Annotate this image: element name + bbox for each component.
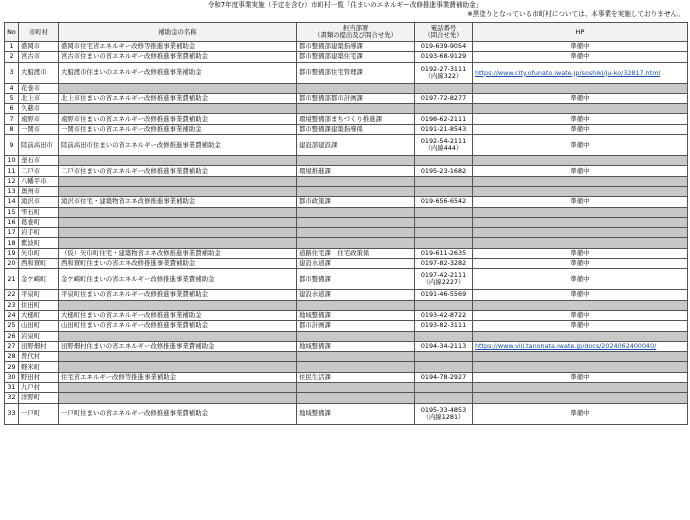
row-municipality: 住田町 xyxy=(19,300,59,310)
row-no: 15 xyxy=(5,207,19,217)
row-no: 6 xyxy=(5,104,19,114)
row-hp xyxy=(473,238,688,248)
table-row xyxy=(5,114,688,124)
row-phone xyxy=(415,352,473,362)
row-no: 29 xyxy=(5,362,19,372)
row-phone-number: 0193-82-3111 xyxy=(420,321,467,330)
row-phone-number: 0195-33-4853 xyxy=(420,405,467,414)
row-department: 道路住宅課 住宅政策係 xyxy=(297,248,415,258)
row-phone xyxy=(415,166,473,176)
row-municipality: 山田町 xyxy=(19,321,59,331)
row-phone xyxy=(415,238,473,248)
row-municipality: 大槌町 xyxy=(19,310,59,320)
row-subsidy-name: 大船渡市住まいのエネルギー改修推進事業補助金 xyxy=(59,62,297,83)
row-phone-number: 0197-42-2111 xyxy=(420,271,467,280)
row-no: 12 xyxy=(5,176,19,186)
row-municipality: 矢巾町 xyxy=(19,248,59,258)
row-no: 2 xyxy=(5,52,19,62)
row-department: 環境整備部まちづくり推進課 xyxy=(297,114,415,124)
row-subsidy-name xyxy=(59,176,297,186)
row-subsidy-name: 住宅省エネルギー改修等推進事業補助金 xyxy=(59,372,297,382)
row-phone xyxy=(415,331,473,341)
row-hp xyxy=(473,362,688,372)
row-phone xyxy=(415,310,473,320)
row-department: 建設部建設課 xyxy=(297,135,415,156)
row-subsidy-name xyxy=(59,238,297,248)
row-department xyxy=(297,217,415,227)
row-no: 19 xyxy=(5,248,19,258)
row-phone-extension: （内線444） xyxy=(424,144,463,153)
row-phone xyxy=(415,228,473,238)
row-subsidy-name xyxy=(59,83,297,93)
table-row xyxy=(5,393,688,403)
row-municipality: 遠野市 xyxy=(19,114,59,124)
row-hp: 準備中 xyxy=(473,248,688,258)
table-row xyxy=(5,300,688,310)
row-municipality: 洋野町 xyxy=(19,393,59,403)
row-no: 31 xyxy=(5,383,19,393)
table-row xyxy=(5,166,688,176)
row-no: 30 xyxy=(5,372,19,382)
table-row xyxy=(5,341,688,351)
row-phone-number: 019-639-9054 xyxy=(420,42,467,51)
row-hp: 準備中 xyxy=(473,42,688,52)
table-row xyxy=(5,352,688,362)
row-subsidy-name: 二戸市住まいの省エネルギー改修推進事業費補助金 xyxy=(59,166,297,176)
row-no: 21 xyxy=(5,269,19,290)
row-hp xyxy=(473,331,688,341)
row-municipality: 金ケ崎町 xyxy=(19,269,59,290)
row-phone-extension: （内線322） xyxy=(424,71,463,80)
row-subsidy-name: （仮）矢巾町住宅・建築物省エネ改修推進事業費補助金 xyxy=(59,248,297,258)
row-hp: 準備中 xyxy=(473,52,688,62)
row-department: 都市整備部住宅管理課 xyxy=(297,62,415,83)
row-municipality: 野田村 xyxy=(19,372,59,382)
table-row xyxy=(5,290,688,300)
row-department: 都市計画課 xyxy=(297,321,415,331)
row-municipality: 岩泉町 xyxy=(19,331,59,341)
row-subsidy-name xyxy=(59,300,297,310)
row-subsidy-name xyxy=(59,104,297,114)
row-hp: 準備中 xyxy=(473,114,688,124)
row-no: 1 xyxy=(5,42,19,52)
row-municipality: 岩手町 xyxy=(19,228,59,238)
row-department: 地域整備課 xyxy=(297,403,415,424)
row-no: 8 xyxy=(5,124,19,134)
row-hp xyxy=(473,186,688,196)
row-phone-number: 0193-42-8722 xyxy=(420,311,467,320)
header-phone-sub: （問合せ先） xyxy=(424,31,463,39)
row-municipality: 普代村 xyxy=(19,352,59,362)
row-municipality: 久慈市 xyxy=(19,104,59,114)
row-subsidy-name xyxy=(59,331,297,341)
row-phone xyxy=(415,93,473,103)
row-municipality: 二戸市 xyxy=(19,166,59,176)
row-phone xyxy=(415,403,473,424)
row-phone xyxy=(415,42,473,52)
row-no: 25 xyxy=(5,321,19,331)
row-phone-number: 0192-27-3111 xyxy=(420,64,467,73)
row-no: 5 xyxy=(5,93,19,103)
row-subsidy-name: 平泉町住まいの省エネルギー改修推進事業費補助金 xyxy=(59,290,297,300)
row-hp xyxy=(473,228,688,238)
row-no: 24 xyxy=(5,310,19,320)
row-municipality: 葛巻町 xyxy=(19,217,59,227)
table-row xyxy=(5,259,688,269)
row-phone-number: 0195-23-1682 xyxy=(420,166,467,175)
row-hp: 準備中 xyxy=(473,124,688,134)
row-department xyxy=(297,300,415,310)
row-hp-link[interactable]: https://www.city.ofunato.iwate.jp/soshiki/ju-ko/32817.html xyxy=(473,62,688,83)
header-department-sub: （書類の提出及び問合せ先） xyxy=(313,31,398,39)
row-department xyxy=(297,331,415,341)
row-no: 7 xyxy=(5,114,19,124)
row-subsidy-name xyxy=(59,393,297,403)
table-row xyxy=(5,403,688,424)
row-phone xyxy=(415,186,473,196)
row-department xyxy=(297,238,415,248)
row-phone-number: 019-611-2635 xyxy=(420,248,467,257)
row-hp xyxy=(473,83,688,93)
row-municipality: 一関市 xyxy=(19,124,59,134)
table-row xyxy=(5,269,688,290)
header-subsidy-name: 補助金の名称 xyxy=(59,23,297,42)
table-row xyxy=(5,372,688,382)
row-no: 11 xyxy=(5,166,19,176)
table-header-row xyxy=(5,23,688,42)
row-phone-number: 0197-72-8277 xyxy=(420,94,467,103)
row-department xyxy=(297,186,415,196)
row-no: 27 xyxy=(5,341,19,351)
row-phone xyxy=(415,372,473,382)
table-row xyxy=(5,331,688,341)
table-row xyxy=(5,52,688,62)
row-no: 23 xyxy=(5,300,19,310)
row-subsidy-name xyxy=(59,352,297,362)
table-row xyxy=(5,62,688,83)
row-department xyxy=(297,104,415,114)
row-subsidy-name: 田野畑村住まいの省エネルギー改修推進事業費補助金 xyxy=(59,341,297,351)
row-phone-number: 0194-78-2927 xyxy=(420,372,467,381)
row-phone xyxy=(415,393,473,403)
row-hp xyxy=(473,176,688,186)
row-phone-number: 0192-54-2111 xyxy=(420,137,467,146)
row-no: 16 xyxy=(5,217,19,227)
row-phone xyxy=(415,83,473,93)
row-phone xyxy=(415,383,473,393)
row-municipality: 宮古市 xyxy=(19,52,59,62)
row-subsidy-name xyxy=(59,207,297,217)
row-subsidy-name: 宮古市住まいの省エネルギー改修推進事業費補助金 xyxy=(59,52,297,62)
row-no: 14 xyxy=(5,197,19,207)
table-row xyxy=(5,104,688,114)
table-row xyxy=(5,93,688,103)
row-no: 20 xyxy=(5,259,19,269)
row-hp xyxy=(473,217,688,227)
row-subsidy-name: 金ケ崎町住まいの省エネルギー改修推進事業費補助金 xyxy=(59,269,297,290)
header-phone xyxy=(415,23,473,42)
row-department xyxy=(297,156,415,166)
table-row xyxy=(5,186,688,196)
row-subsidy-name: 西和賀町住まいの省エネ改修推進事業費補助金 xyxy=(59,259,297,269)
row-no: 18 xyxy=(5,238,19,248)
row-municipality: 滝沢市 xyxy=(19,197,59,207)
row-department: 都市整備部建築住宅課 xyxy=(297,52,415,62)
table-row xyxy=(5,207,688,217)
row-no: 9 xyxy=(5,135,19,156)
row-municipality: 平泉町 xyxy=(19,290,59,300)
row-phone-number: 0193-68-9129 xyxy=(420,52,467,61)
row-hp: 準備中 xyxy=(473,290,688,300)
row-department: 地域整備課 xyxy=(297,310,415,320)
row-subsidy-name: 遠野市住まいの省エネルギー改修推進事業費補助金 xyxy=(59,114,297,124)
row-department xyxy=(297,362,415,372)
row-phone-number: 0198-62-2111 xyxy=(420,114,467,123)
row-department: 都市整備部建築指導課 xyxy=(297,42,415,52)
row-no: 33 xyxy=(5,403,19,424)
row-subsidy-name: 一戸町住まいの省エネルギー改修推進事業費補助金 xyxy=(59,403,297,424)
row-hp: 準備中 xyxy=(473,135,688,156)
row-municipality: 軽米町 xyxy=(19,362,59,372)
header-municipality: 市町村 xyxy=(19,23,59,42)
row-phone-number: 0194-34-2113 xyxy=(420,341,467,350)
row-municipality: 雫石町 xyxy=(19,207,59,217)
row-municipality: 紫波町 xyxy=(19,238,59,248)
row-no: 10 xyxy=(5,156,19,166)
row-hp: 準備中 xyxy=(473,166,688,176)
table-body xyxy=(5,42,688,425)
row-municipality: 一戸町 xyxy=(19,403,59,424)
row-hp: 準備中 xyxy=(473,321,688,331)
document-title: 令和7年度事業実施（予定を含む）市町村一覧「住まいのエネルギー改修推進事業費補助金」 xyxy=(207,1,483,9)
row-subsidy-name: 一関市住まいの省エネルギー改修推進事業補助金 xyxy=(59,124,297,134)
row-department: 都市整備課建築指導係 xyxy=(297,124,415,134)
row-no: 32 xyxy=(5,393,19,403)
row-department: 都市政策課 xyxy=(297,197,415,207)
row-municipality: 西和賀町 xyxy=(19,259,59,269)
row-department xyxy=(297,352,415,362)
table-row xyxy=(5,362,688,372)
table-row xyxy=(5,383,688,393)
row-phone xyxy=(415,341,473,351)
row-subsidy-name: 北上市住まいの省エネルギー改修推進事業費補助金 xyxy=(59,93,297,103)
row-department: 住民生活課 xyxy=(297,372,415,382)
row-subsidy-name: 盛岡市住宅省エネルギー改修等推進事業補助金 xyxy=(59,42,297,52)
row-no: 17 xyxy=(5,228,19,238)
row-department: 建設水道課 xyxy=(297,290,415,300)
row-subsidy-name: 山田町住まいの省エネルギー改修推進事業費補助金 xyxy=(59,321,297,331)
row-hp-link[interactable]: https://www.vill.tanohata.iwate.jp/docs/2024062400040/ xyxy=(473,341,688,351)
row-phone xyxy=(415,362,473,372)
row-phone xyxy=(415,290,473,300)
row-phone-number: 0197-82-3282 xyxy=(420,259,467,268)
row-phone xyxy=(415,197,473,207)
row-subsidy-name xyxy=(59,156,297,166)
row-phone xyxy=(415,259,473,269)
row-department xyxy=(297,383,415,393)
row-hp xyxy=(473,300,688,310)
row-phone xyxy=(415,321,473,331)
row-phone-number: 0191-46-5569 xyxy=(420,290,467,299)
row-subsidy-name: 滝沢市住宅・建築物省エネ改修推進事業補助金 xyxy=(59,197,297,207)
table-row xyxy=(5,197,688,207)
header-department xyxy=(297,23,415,42)
row-hp: 準備中 xyxy=(473,372,688,382)
row-phone xyxy=(415,114,473,124)
header-phone-label: 電話番号 xyxy=(430,24,457,32)
row-municipality: 盛岡市 xyxy=(19,42,59,52)
table-row xyxy=(5,238,688,248)
row-hp: 準備中 xyxy=(473,197,688,207)
table-row xyxy=(5,176,688,186)
row-phone xyxy=(415,104,473,114)
row-phone xyxy=(415,52,473,62)
row-municipality: 九戸村 xyxy=(19,383,59,393)
row-no: 13 xyxy=(5,186,19,196)
row-phone xyxy=(415,135,473,156)
row-municipality: 釜石市 xyxy=(19,156,59,166)
row-hp: 準備中 xyxy=(473,93,688,103)
row-hp xyxy=(473,352,688,362)
row-subsidy-name xyxy=(59,228,297,238)
row-phone-extension: （内線2227） xyxy=(422,278,465,287)
table-row xyxy=(5,42,688,52)
table-row xyxy=(5,321,688,331)
row-hp: 準備中 xyxy=(473,310,688,320)
row-hp xyxy=(473,393,688,403)
row-hp: 準備中 xyxy=(473,269,688,290)
row-subsidy-name: 大槌町住まいの省エネルギー改修推進事業補助金 xyxy=(59,310,297,320)
row-phone-number: 019-656-6542 xyxy=(420,197,467,206)
table-row xyxy=(5,83,688,93)
row-department: 都市整備部都市計画課 xyxy=(297,93,415,103)
row-municipality: 田野畑村 xyxy=(19,341,59,351)
row-no: 28 xyxy=(5,352,19,362)
row-department xyxy=(297,228,415,238)
row-no: 3 xyxy=(5,62,19,83)
row-municipality: 陸前高田市 xyxy=(19,135,59,156)
municipality-table xyxy=(4,22,688,425)
header-no: No xyxy=(5,23,19,42)
table-row xyxy=(5,124,688,134)
row-no: 4 xyxy=(5,83,19,93)
row-subsidy-name: 陸前高田市住まいの省エネルギー改修推進事業費補助金 xyxy=(59,135,297,156)
header-hp: HP xyxy=(473,23,688,42)
table-row xyxy=(5,310,688,320)
row-department xyxy=(297,83,415,93)
row-subsidy-name xyxy=(59,383,297,393)
row-municipality: 北上市 xyxy=(19,93,59,103)
row-phone xyxy=(415,300,473,310)
row-hp: 準備中 xyxy=(473,403,688,424)
row-department: 都市整備課 xyxy=(297,269,415,290)
row-subsidy-name xyxy=(59,186,297,196)
row-phone xyxy=(415,62,473,83)
table-row xyxy=(5,248,688,258)
row-no: 26 xyxy=(5,331,19,341)
row-municipality: 奥州市 xyxy=(19,186,59,196)
blackout-note: ※黒塗りとなっている市町村については、本事業を実施しておりません。 xyxy=(467,10,684,18)
row-phone xyxy=(415,176,473,186)
row-phone xyxy=(415,217,473,227)
row-hp xyxy=(473,383,688,393)
row-phone-number: 0191-21-8543 xyxy=(420,124,467,133)
row-hp xyxy=(473,156,688,166)
row-subsidy-name xyxy=(59,217,297,227)
row-department xyxy=(297,393,415,403)
row-phone-extension: （内線1281） xyxy=(422,412,465,421)
row-phone xyxy=(415,248,473,258)
row-hp: 準備中 xyxy=(473,259,688,269)
header-department-label: 担当部署 xyxy=(342,24,369,32)
row-phone xyxy=(415,124,473,134)
row-subsidy-name xyxy=(59,362,297,372)
row-phone xyxy=(415,207,473,217)
row-department xyxy=(297,176,415,186)
row-department: 建設水道課 xyxy=(297,259,415,269)
table-row xyxy=(5,135,688,156)
row-no: 22 xyxy=(5,290,19,300)
row-municipality: 花巻市 xyxy=(19,83,59,93)
row-municipality: 八幡平市 xyxy=(19,176,59,186)
row-department: 環境推進課 xyxy=(297,166,415,176)
row-department: 地域整備課 xyxy=(297,341,415,351)
row-department xyxy=(297,207,415,217)
table-row xyxy=(5,228,688,238)
table-row xyxy=(5,217,688,227)
row-hp xyxy=(473,104,688,114)
row-municipality: 大船渡市 xyxy=(19,62,59,83)
row-phone xyxy=(415,156,473,166)
row-hp xyxy=(473,207,688,217)
row-phone xyxy=(415,269,473,290)
table-row xyxy=(5,156,688,166)
